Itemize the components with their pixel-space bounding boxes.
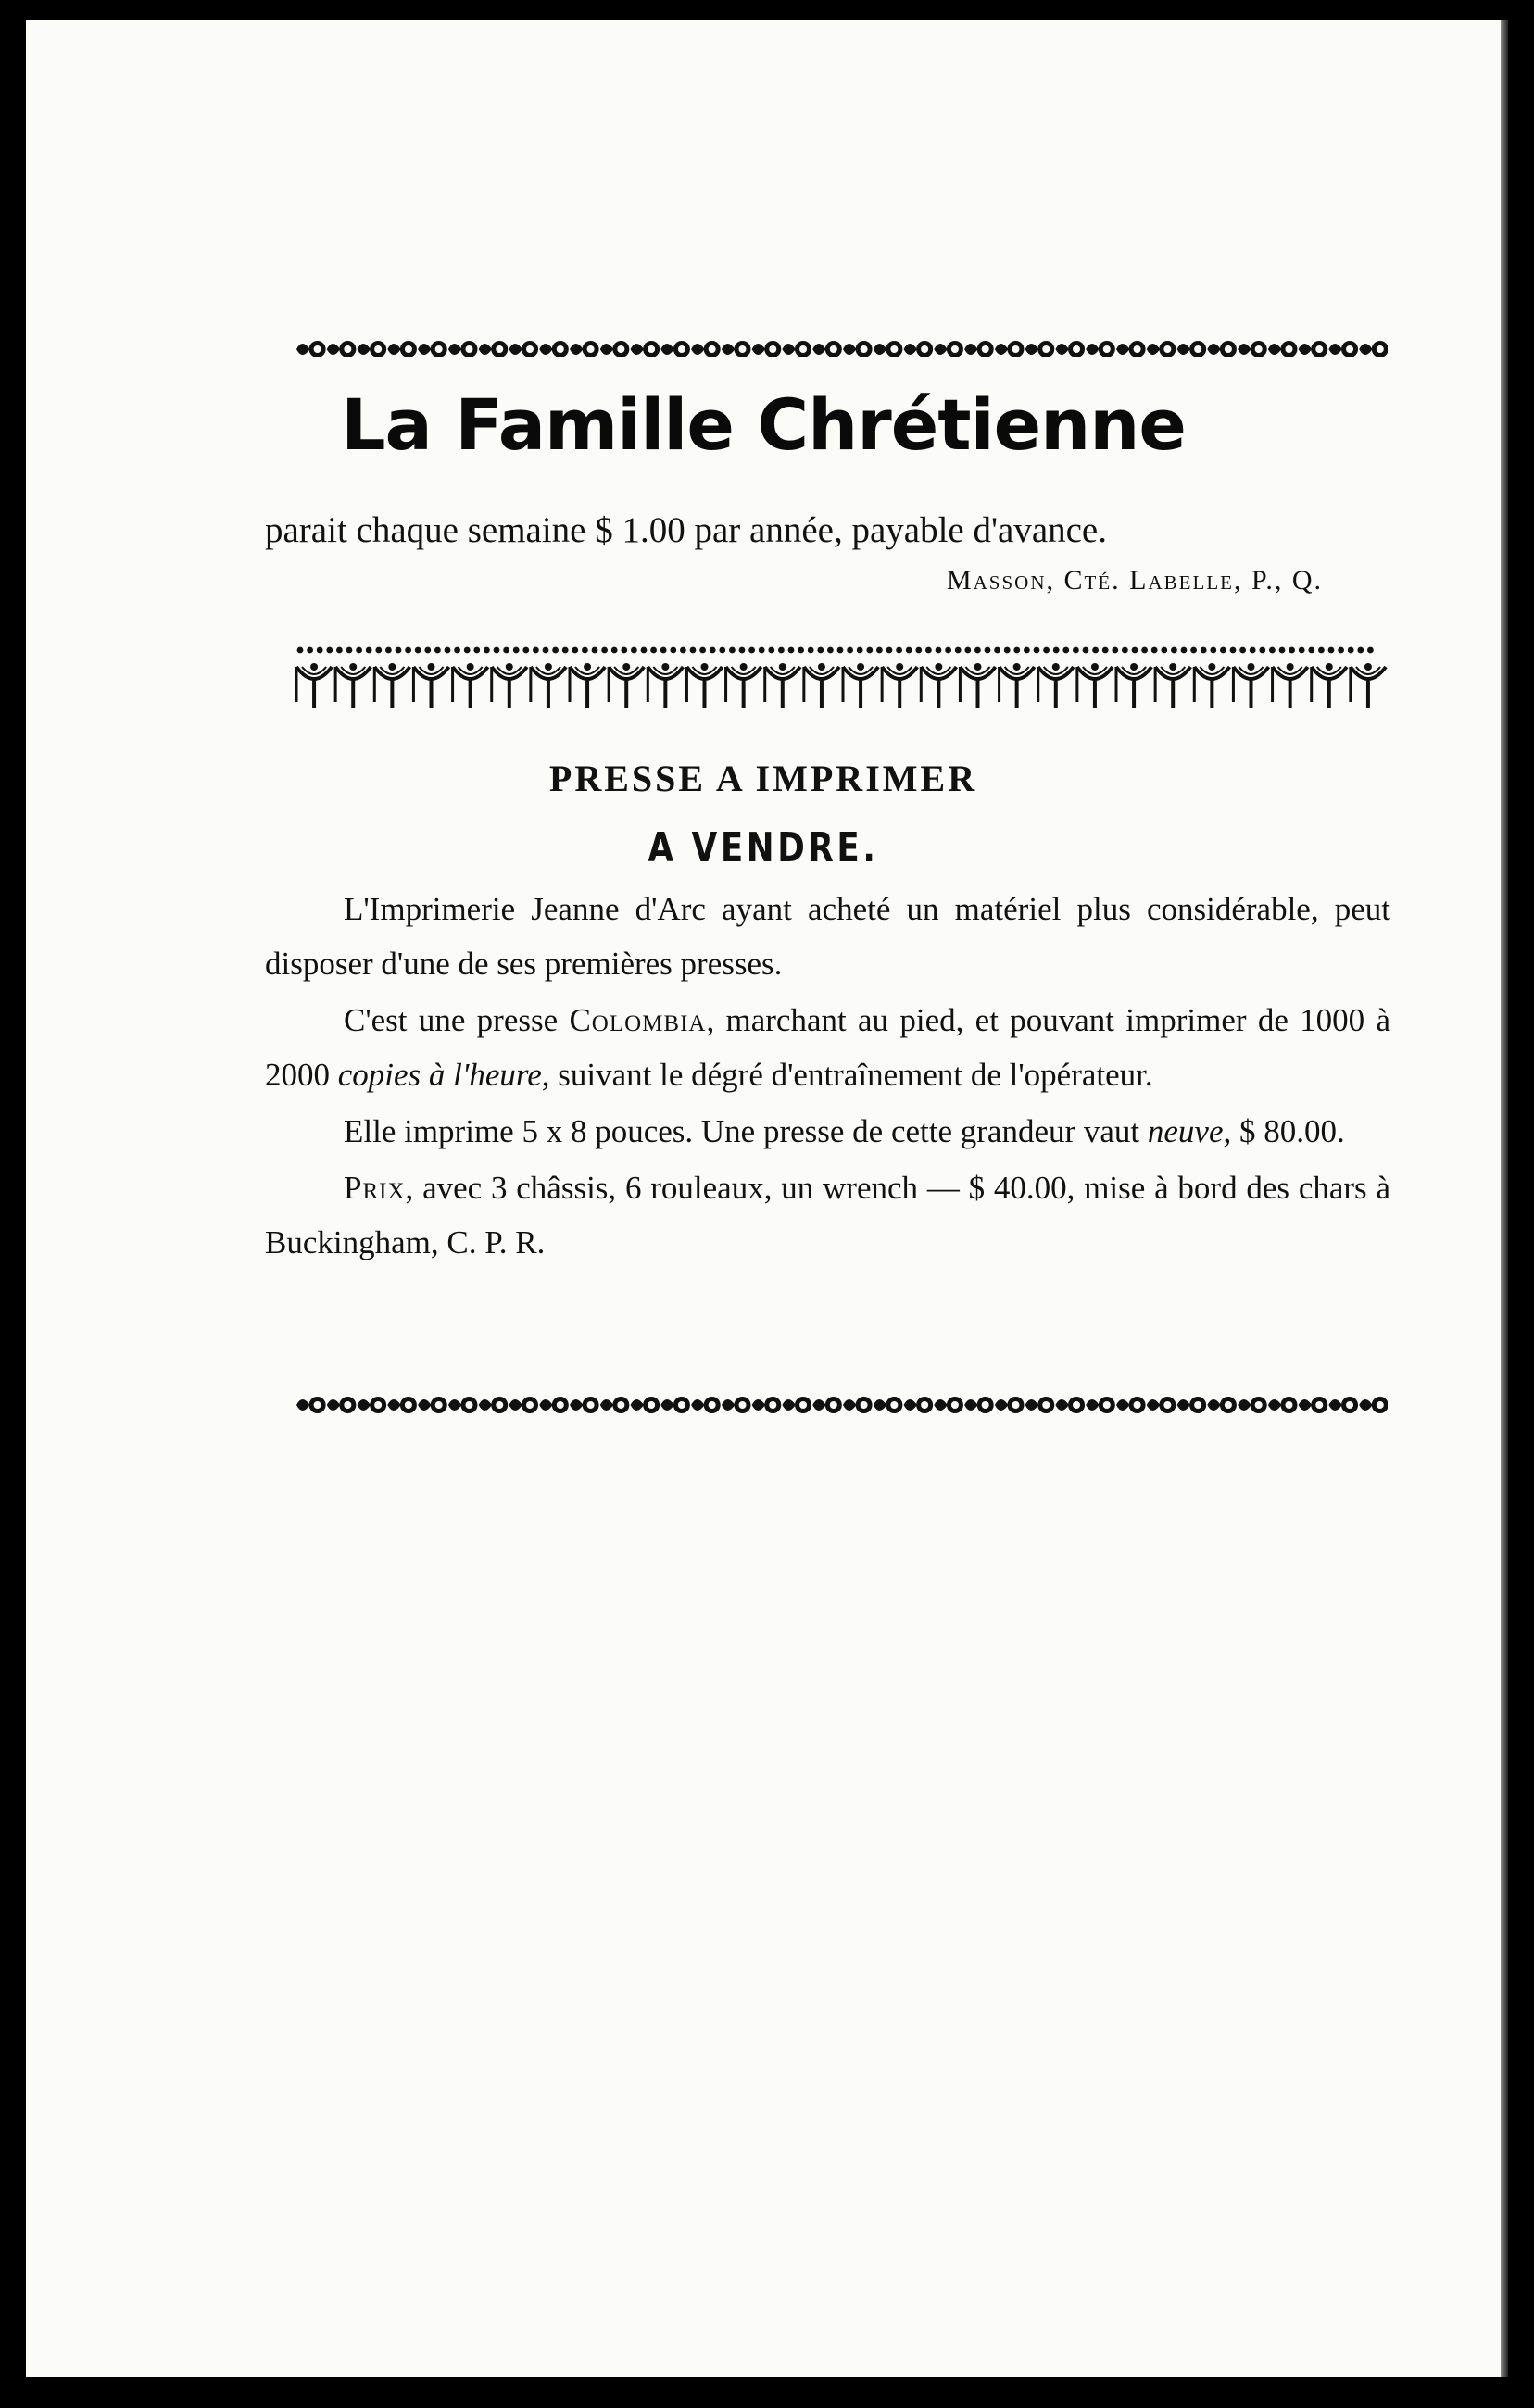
dot-ornament (974, 647, 981, 654)
chain-link-ornament (296, 1397, 326, 1413)
dot-ornament (464, 647, 471, 654)
dot-ornament (925, 647, 932, 654)
dot-ornament (1092, 647, 1099, 654)
chain-link-ornament (1238, 1397, 1267, 1413)
chain-link-ornament (660, 341, 690, 357)
chain-link-ornament (1055, 341, 1085, 357)
chain-link-ornament (934, 341, 963, 357)
swag-ornament-unit (686, 663, 722, 708)
dot-ornament (356, 647, 362, 654)
dot-row-ornament (295, 643, 1388, 658)
chain-link-ornament (691, 1397, 721, 1413)
chain-link-ornament (843, 1397, 873, 1413)
dot-ornament (866, 647, 873, 654)
dot-ornament (985, 647, 991, 654)
paragraph-text: Elle imprime 5 x 8 pouces. Une presse de cette grandeur vaut (344, 1113, 1148, 1149)
paragraph-description (265, 993, 1390, 1102)
dot-ornament (317, 647, 323, 654)
chain-link-ornament (448, 1397, 478, 1413)
dot-ornament (1250, 647, 1256, 654)
chain-link-ornament (1299, 1397, 1328, 1413)
chain-link-ornament (752, 341, 782, 357)
chain-link-ornament (539, 1397, 569, 1413)
dot-ornament (424, 647, 431, 654)
chain-link-ornament (631, 1397, 660, 1413)
swag-ornament-unit (570, 663, 605, 708)
dot-ornament (415, 647, 421, 654)
dot-ornament (1013, 647, 1020, 654)
dot-ornament (1024, 647, 1030, 654)
dot-ornament (434, 647, 441, 654)
dot-ornament (817, 647, 824, 654)
chain-link-ornament (660, 1397, 690, 1413)
chain-link-ornament (722, 1397, 751, 1413)
dot-ornament (513, 647, 520, 654)
dot-ornament (1318, 647, 1325, 654)
dot-ornament (798, 647, 804, 654)
chain-link-ornament (296, 341, 326, 357)
chain-link-ornament (1268, 1397, 1298, 1413)
chain-link-ornament (539, 341, 569, 357)
dot-ornament (484, 647, 490, 654)
dot-ornament (1338, 647, 1344, 654)
chain-link-ornament (631, 341, 660, 357)
dot-ornament (1181, 647, 1188, 654)
chain-link-ornament (327, 341, 357, 357)
dot-ornament (1299, 647, 1305, 654)
swag-ornament-unit (843, 663, 878, 708)
advertisement-subheading: A VENDRE. (648, 824, 879, 872)
dot-ornament (915, 647, 922, 654)
paragraph-text: C'est une presse (344, 1002, 570, 1038)
chain-link-ornament (995, 1397, 1025, 1413)
chain-link-ornament (358, 341, 387, 357)
dot-ornament (1259, 647, 1265, 654)
dot-ornament (522, 647, 529, 654)
swag-ornament-unit (374, 663, 409, 708)
dot-ornament (1367, 647, 1374, 654)
swag-ornament-unit (1233, 663, 1268, 708)
italic-word: neuve (1147, 1113, 1224, 1149)
dot-ornament (936, 647, 942, 654)
chain-link-ornament (358, 1397, 387, 1413)
chain-link-ornament (570, 1397, 599, 1413)
dot-ornament (847, 647, 853, 654)
swag-ornament-unit (804, 663, 839, 708)
paragraph-intro (265, 882, 1390, 991)
dot-ornament (1141, 647, 1148, 654)
swag-ornament-unit (609, 663, 644, 708)
printed-page (26, 20, 1501, 2377)
chain-link-ornament (418, 341, 447, 357)
dot-ornament (503, 647, 509, 654)
dot-ornament (964, 647, 971, 654)
dot-ornament (808, 647, 814, 654)
dot-ornament (710, 647, 716, 654)
chain-link-ornament (1086, 1397, 1115, 1413)
swag-ornament-unit (453, 663, 488, 708)
chain-link-ornament (1299, 341, 1328, 357)
swag-ornament-unit (492, 663, 527, 708)
dot-ornament (994, 647, 1000, 654)
dot-ornament (473, 647, 480, 654)
dot-ornament (572, 647, 578, 654)
dot-ornament (1122, 647, 1128, 654)
page-edge-shadow (1501, 20, 1508, 2377)
dot-ornament (562, 647, 569, 654)
dot-ornament (778, 647, 785, 654)
paragraph-text: , avec 3 châssis, 6 rouleaux, un wrench — $ 40.00, mise à bord des chars à Buckingham, C. P. R. (265, 1170, 1390, 1260)
swag-ornament-unit (921, 663, 956, 708)
dot-ornament (906, 647, 912, 654)
chain-link-ornament (812, 341, 842, 357)
swag-ornament-unit (1194, 663, 1229, 708)
chain-link-ornament (600, 1397, 630, 1413)
dot-ornament (445, 647, 451, 654)
chain-link-ornament (1116, 1397, 1146, 1413)
chain-link-ornament (874, 341, 903, 357)
swag-ornament-unit (413, 663, 448, 708)
chain-link-ornament (1055, 1397, 1085, 1413)
chain-link-ornament (904, 1397, 934, 1413)
chain-link-ornament (1207, 341, 1237, 357)
chain-ornament-bottom (295, 1391, 1388, 1419)
dot-ornament (641, 647, 648, 654)
dot-ornament (768, 647, 774, 654)
chain-link-ornament (1025, 1397, 1055, 1413)
chain-link-ornament (752, 1397, 782, 1413)
swag-ornament-unit (1273, 663, 1308, 708)
dot-ornament (1083, 647, 1089, 654)
dot-ornament (533, 647, 539, 654)
dot-ornament (837, 647, 844, 654)
advertisement-heading: PRESSE A IMPRIMER (548, 758, 978, 799)
dot-ornament (690, 647, 697, 654)
dot-ornament (945, 647, 951, 654)
dot-ornament (1201, 647, 1207, 654)
swag-ornament (295, 659, 1388, 711)
chain-link-ornament (1359, 1397, 1388, 1413)
dot-ornament (375, 647, 382, 654)
dot-ornament (621, 647, 627, 654)
dot-ornament (494, 647, 500, 654)
chain-link-ornament (1086, 341, 1115, 357)
chain-link-ornament (1268, 341, 1298, 357)
dot-ornament (1269, 647, 1276, 654)
chain-link-ornament (874, 1397, 903, 1413)
dot-ornament (660, 647, 667, 654)
dot-ornament (552, 647, 559, 654)
paragraph-price (265, 1160, 1390, 1270)
dot-ornament (611, 647, 618, 654)
swag-ornament-unit (1038, 663, 1074, 708)
italic-phrase: copies à l'heure (337, 1057, 542, 1093)
swag-ornament-unit (648, 663, 683, 708)
dot-ornament (1004, 647, 1011, 654)
chain-link-ornament (1238, 341, 1267, 357)
chain-link-ornament (1147, 341, 1176, 357)
dot-ornament (385, 647, 392, 654)
dotted-rule (295, 643, 1388, 658)
dot-ornament (405, 647, 411, 654)
chain-link-ornament (387, 341, 417, 357)
dot-ornament (680, 647, 686, 654)
dot-ornament (1062, 647, 1069, 654)
press-model-name: Colombia (569, 1002, 707, 1038)
chain-link-ornament (691, 341, 721, 357)
publication-title: La Famille Chrétienne (341, 383, 1186, 466)
dot-ornament (1210, 647, 1216, 654)
dot-ornament (896, 647, 902, 654)
dot-ornament (1279, 647, 1286, 654)
dot-ornament (543, 647, 549, 654)
dot-ornament (1308, 647, 1314, 654)
price-label: Prix (344, 1170, 406, 1206)
top-ornamental-rule (295, 335, 1388, 363)
bottom-ornamental-rule (295, 1391, 1388, 1419)
dot-ornament (326, 647, 333, 654)
paragraph-text: L'Imprimerie Jeanne d'Arc ayant acheté un matériel plus considérable, peut disposer d'une de ses premières presses. (265, 891, 1390, 982)
swag-ornament-unit (1312, 663, 1347, 708)
chain-link-ornament (904, 341, 934, 357)
dot-ornament (1348, 647, 1354, 654)
dot-ornament (1102, 647, 1109, 654)
paragraph-text: , $ 80.00. (1223, 1113, 1345, 1149)
chain-link-ornament (448, 341, 478, 357)
dot-ornament (1132, 647, 1138, 654)
chain-ornament-top (295, 335, 1388, 363)
chain-link-ornament (722, 341, 751, 357)
dot-ornament (739, 647, 746, 654)
dot-ornament (336, 647, 343, 654)
dot-ornament (759, 647, 765, 654)
dot-ornament (1112, 647, 1118, 654)
dot-ornament (1239, 647, 1246, 654)
dot-ornament (631, 647, 637, 654)
swag-ornament-unit (1077, 663, 1113, 708)
dot-ornament (346, 647, 353, 654)
dot-ornament (729, 647, 736, 654)
chain-link-ornament (782, 1397, 811, 1413)
paragraph-text: , marchant au pied, et pouvant imprimer de 1000 à 2000 (265, 1002, 1390, 1093)
chain-link-ornament (995, 341, 1025, 357)
chain-link-ornament (327, 1397, 357, 1413)
dot-ornament (650, 647, 657, 654)
dot-ornament (748, 647, 755, 654)
swag-ornament-unit (726, 663, 761, 708)
swag-ornament-unit (1155, 663, 1190, 708)
dot-ornament (297, 647, 304, 654)
chain-link-ornament (843, 341, 873, 357)
swag-ornament-unit (335, 663, 371, 708)
swag-ornament-unit (765, 663, 800, 708)
chain-link-ornament (782, 341, 811, 357)
dot-ornament (1357, 647, 1364, 654)
chain-link-ornament (1359, 341, 1388, 357)
paragraph-size (265, 1104, 1390, 1159)
chain-link-ornament (964, 341, 994, 357)
chain-link-ornament (1177, 1397, 1207, 1413)
dot-ornament (857, 647, 863, 654)
chain-link-ornament (479, 1397, 509, 1413)
chain-link-ornament (1328, 1397, 1358, 1413)
chain-link-ornament (418, 1397, 447, 1413)
dot-ornament (1220, 647, 1226, 654)
dot-ornament (454, 647, 460, 654)
dot-ornament (601, 647, 608, 654)
dot-ornament (1034, 647, 1040, 654)
dot-ornament (955, 647, 962, 654)
dot-ornament (307, 647, 313, 654)
chain-link-ornament (387, 1397, 417, 1413)
swag-ornament-unit (296, 663, 332, 708)
dot-ornament (1073, 647, 1079, 654)
swag-ornament-unit (1000, 663, 1035, 708)
dot-ornament (1289, 647, 1295, 654)
chain-link-ornament (509, 1397, 538, 1413)
chain-link-ornament (1116, 341, 1146, 357)
chain-link-ornament (1025, 341, 1055, 357)
dot-ornament (827, 647, 834, 654)
chain-link-ornament (812, 1397, 842, 1413)
dot-ornament (788, 647, 795, 654)
chain-link-ornament (1147, 1397, 1176, 1413)
dot-ornament (699, 647, 706, 654)
chain-link-ornament (1207, 1397, 1237, 1413)
swag-ornament-unit (531, 663, 566, 708)
dot-ornament (1161, 647, 1167, 654)
publisher-address: Masson, Cté. Labelle, P., Q. (946, 565, 1323, 596)
dot-ornament (592, 647, 598, 654)
dot-ornament (876, 647, 883, 654)
dot-ornament (582, 647, 588, 654)
chain-link-ornament (509, 341, 538, 357)
dot-ornament (1151, 647, 1158, 654)
dot-ornament (886, 647, 893, 654)
dot-ornament (1190, 647, 1197, 654)
chain-link-ornament (570, 341, 599, 357)
dot-ornament (366, 647, 372, 654)
chain-link-ornament (934, 1397, 963, 1413)
dot-ornament (670, 647, 676, 654)
advertisement-body (265, 882, 1390, 1270)
dot-ornament (1171, 647, 1177, 654)
chain-link-ornament (1328, 341, 1358, 357)
dot-ornament (719, 647, 725, 654)
swag-ornament-unit (1351, 663, 1386, 708)
chain-link-ornament (600, 341, 630, 357)
dot-ornament (1328, 647, 1335, 654)
chain-link-ornament (479, 341, 509, 357)
swag-border (295, 659, 1388, 711)
chain-link-ornament (1177, 341, 1207, 357)
swag-ornament-unit (1116, 663, 1151, 708)
swag-ornament-unit (882, 663, 917, 708)
paragraph-text: , suivant le dégré d'entraînement de l'opérateur. (541, 1057, 1153, 1093)
dot-ornament (1043, 647, 1050, 654)
subscription-line: parait chaque semaine $ 1.00 par année, payable d'avance. (265, 510, 1107, 550)
dot-ornament (396, 647, 402, 654)
dot-ornament (1053, 647, 1060, 654)
dot-ornament (1230, 647, 1237, 654)
chain-link-ornament (964, 1397, 994, 1413)
swag-ornament-unit (960, 663, 995, 708)
